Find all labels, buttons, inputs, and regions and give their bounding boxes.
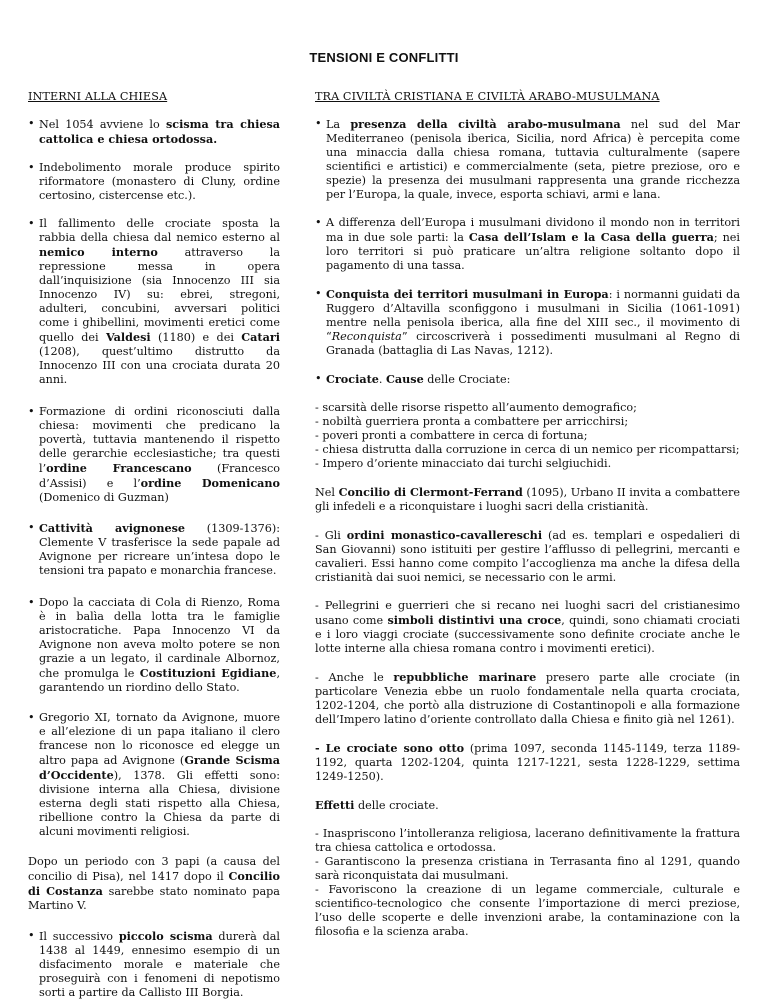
right-paragraph-clermont: Nel Concilio di Clermont-Ferrand (1095), Urbano II invita a combattere gli infedeli e a riconquistare i luoghi sacri della cristianità. — [315, 485, 740, 513]
right-paragraph-effects-title: Effetti delle crociate. — [315, 798, 439, 812]
right-bullet-arab-presence: • La presenza della civiltà arabo-musulmana nel sud del Mar Mediterraneo (penisola iberica, Sicilia, nord Africa) è percepita come una minaccia dalla chiesa romana, tuttavia culturalmente (sapere scientifici e artistici) e commercialmente (seta, pietre preziose, oro e spezie) la presenza dei musulmani rappresenta una grande ricchezza per l’Europa, la quale, invece, esporta schiavi, armi e lana. — [315, 117, 740, 202]
cause-item: - chiesa distrutta dalla corruzione in cerca di un nemico per ricompattarsi; — [315, 443, 740, 456]
right-bullet-crusades-causes: • Crociate. Cause delle Crociate: — [315, 372, 740, 387]
left-column-heading: INTERNI ALLA CHIESA — [28, 90, 168, 103]
right-bullet-house-of-islam: • A differenza dell’Europa i musulmani dividono il mondo non in territori ma in due sole parti: la Casa dell’Islam e la Casa della guerra; nei loro territori si può praticare un’altra religione soltanto dopo il pagamento di una tassa. — [315, 216, 740, 273]
right-paragraph-military-orders: - Gli ordini monastico-cavallereschi (ad es. templari e ospedalieri di San Giovanni) sono istituiti per gestire l’afflusso di pellegrini, mercanti e cavalieri. Essi hanno come compito l’accoglienza ma anche la difesa della cristianità dai suoi nemici, se necessario con le armi. — [315, 528, 740, 584]
effects-list — [315, 827, 740, 939]
left-bullet-schism: • Nel 1054 avviene lo scisma tra chiesa cattolica e chiesa ortodossa. — [28, 117, 280, 147]
left-bullet-small-schism: • Il successivo piccolo scisma durerà dal 1438 al 1449, ennesimo esempio di un disfacimento morale e materiale che proseguirà con i fenomeni di nepotismo sorti a partire da Callisto III Borgia. — [28, 929, 280, 1000]
cause-item: - Impero d’oriente minacciato dai turchi selgiuchidi. — [315, 457, 612, 470]
left-bullet-moral-weakening: • Indebolimento morale produce spirito riformatore (monastero di Cluny, ordine certosino, cistercense etc.). — [28, 161, 280, 203]
left-bullet-western-schism: • Gregorio XI, tornato da Avignone, muore e all’elezione di un papa italiano il clero francese non lo riconosce ed elegge un altro papa ad Avignone (Grande Scisma d’Occidente), 1378. Gli effetti sono: divisione interna alla Chiesa, divisione esterna degli stati rispetto alla Chiesa, ribellione contro la Chiesa da parte di alcuni movimenti religiosi. — [28, 711, 280, 839]
left-bullet-inquisition: • Il fallimento delle crociate sposta la rabbia della chiesa dal nemico esterno al nemico interno attraverso la repressione messa in opera dall’inquisizione (sia Innocenzo III sia Innocenzo IV) su: ebrei, stregoni, adulteri, concubini, avversari politici come i ghibellini, movimenti eretici come quello dei Valdesi (1180) e dei Catari (1208), quest’ultimo distrutto da Innocenzo III con una crociata durata 20 anni. — [28, 217, 280, 387]
cause-item: - nobiltà guerriera pronta a combattere per arricchirsi; — [315, 415, 629, 428]
cause-item: - poveri pronti a combattere in cerca di fortuna; — [315, 429, 588, 442]
effect-item: - Garantiscono la presenza cristiana in Terrasanta fino al 1291, quando sarà riconquistata dai musulmani. — [315, 855, 740, 882]
right-paragraph-cross-symbol: - Pellegrini e guerrieri che si recano nei luoghi sacri del cristianesimo usano come simboli distintivi una croce, quindi, sono chiamati crociati e i loro viaggi crociate (successivamente sono definite crociate anche le lotte interne alla chiesa romana contro i movimenti eretici). — [315, 599, 741, 655]
left-bullet-avignon-captivity: • Cattività avignonese (1309-1376): Clemente V trasferisce la sede papale ad Avignone per ricreare un’intesa dopo le tensioni tra papato e monarchia francese. — [28, 521, 280, 578]
left-column — [28, 90, 280, 1000]
right-column-heading: TRA CIVILTÀ CRISTIANA E CIVILTÀ ARABO-MUSULMANA — [315, 90, 660, 103]
page-title: TENSIONI E CONFLITTI — [309, 50, 459, 65]
right-column — [315, 90, 740, 939]
cause-item: - scarsità delle risorse rispetto all’aumento demografico; — [315, 401, 637, 414]
effect-item: - Inaspriscono l’intolleranza religiosa, lacerano definitivamente la frattura tra chiesa cattolica e ortodossa. — [315, 827, 740, 854]
causes-list — [315, 401, 740, 471]
right-paragraph-eight-crusades: - Le crociate sono otto (prima 1097, seconda 1145-1149, terza 1189-1192, quarta 1202-1204, quinta 1217-1221, sesta 1228-1229, settima 1249-1250). — [315, 741, 740, 783]
effect-item: - Favoriscono la creazione di un legame commerciale, culturale e scientifico-tecnologico che consente l’importazione di merci preziose, l’uso delle scoperte e delle invenzioni arabe, la contaminazione con la filosofia e la scienza araba. — [315, 883, 740, 938]
right-paragraph-maritime-republics: - Anche le repubbliche marinare presero parte alle crociate (in particolare Venezia ebbe un ruolo fondamentale nella quarta crociata, 1202-1204, che portò alla distruzione di Costantinopoli e alla formazione dell’Impero latino d’oriente controllato dalla Chiesa e finito già nel 1261). — [315, 670, 740, 726]
left-bullet-religious-orders: • Formazione di ordini riconosciuti dalla chiesa: movimenti che predicano la povertà, tuttavia mantenendo il rispetto delle gerarchie ecclesiastiche; tra questi l’ordine Francescano (Francesco d’Assisi) e l’ordine Domenicano (Domenico di Guzman) — [28, 405, 280, 505]
left-bullet-egidian-constitutions: • Dopo la cacciata di Cola di Rienzo, Roma è in balìa della lotta tra le famiglie aristocratiche. Papa Innocenzo VI da Avignone non aveva molto potere se non grazie a un legato, il cardinale Albornoz, che promulga le Costituzioni Egidiane, garantendo un riordino dello Stato. — [28, 596, 280, 695]
right-bullet-reconquista: • Conquista dei territori musulmani in Europa: i normanni guidati da Ruggero d’Altavilla sconfiggono i musulmani in Sicilia (1061-1091) mentre nella penisola iberica, alla fine del XIII sec., il movimento di “Reconquista” circoscriverà i possedimenti musulmani al Regno di Granada (battaglia di Las Navas, 1212). — [315, 287, 740, 358]
left-paragraph-council-constance: Dopo un periodo con 3 papi (a causa del concilio di Pisa), nel 1417 dopo il Concilio di Costanza sarebbe stato nominato papa Martino V. — [28, 855, 280, 912]
